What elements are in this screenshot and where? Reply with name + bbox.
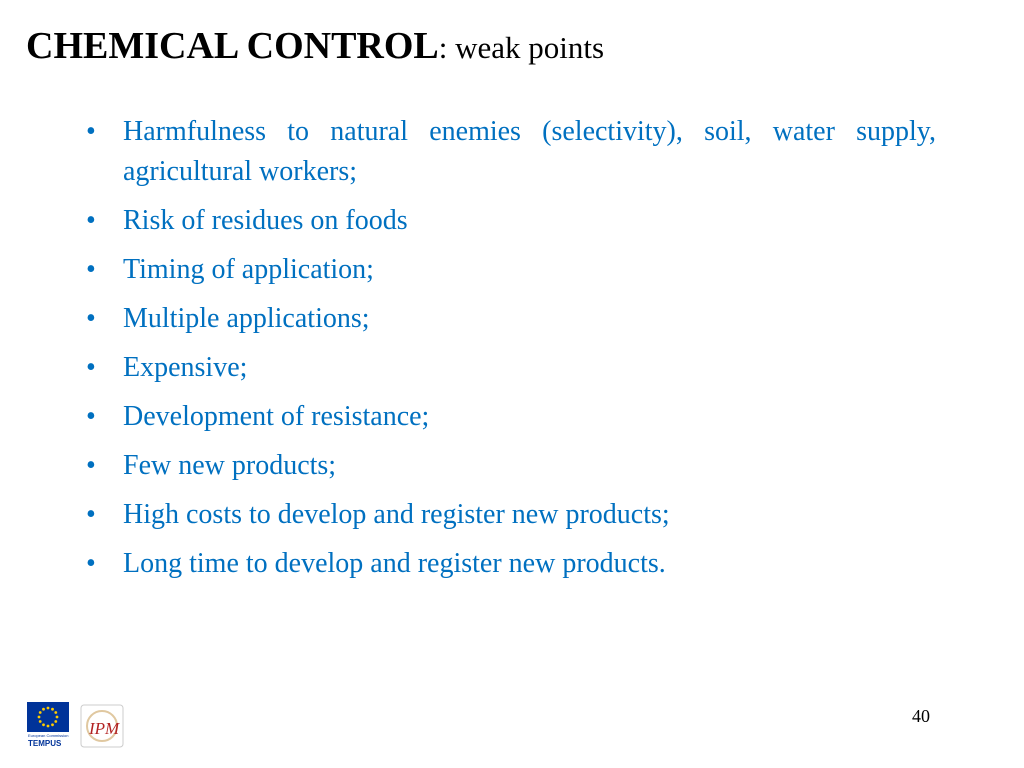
bullet-item xyxy=(86,201,936,241)
slide-title-rest: : weak points xyxy=(438,30,605,65)
bullet-marker: • xyxy=(86,450,96,481)
slide-title xyxy=(26,22,604,72)
bullet-marker: • xyxy=(86,401,96,432)
bullet-marker: • xyxy=(86,499,96,530)
bullet-text: Development of resistance; xyxy=(123,401,430,432)
bullet-text: Timing of application; xyxy=(123,254,374,285)
bullet-marker: • xyxy=(86,548,96,579)
bullet-item xyxy=(86,348,936,388)
bullet-item xyxy=(86,112,936,192)
bullet-item xyxy=(86,446,936,486)
bullet-text: Long time to develop and register new products. xyxy=(123,548,666,579)
bullet-text: Harmfulness to natural enemies (selectivity), soil, water supply, agricultural workers; xyxy=(123,116,936,187)
bullet-item xyxy=(86,299,936,339)
eu-logo-text: TEMPUS xyxy=(28,739,62,748)
bullet-text: Expensive; xyxy=(123,352,248,383)
bullet-item xyxy=(86,495,936,535)
bullet-list xyxy=(86,112,936,593)
bullet-marker: • xyxy=(86,303,96,334)
slide-title-bold: CHEMICAL CONTROL xyxy=(26,25,439,67)
bullet-item xyxy=(86,250,936,290)
ipm-logo-text: IPM xyxy=(89,719,120,738)
bullet-text: Few new products; xyxy=(123,450,337,481)
page-number: 40 xyxy=(912,706,930,726)
bullet-text: High costs to develop and register new products; xyxy=(123,499,670,530)
bullet-marker: • xyxy=(86,116,96,147)
eu-logo-caption: European Commission xyxy=(28,733,69,738)
bullet-item xyxy=(86,397,936,437)
ipm-logo xyxy=(80,704,124,748)
bullet-text: Risk of residues on foods xyxy=(123,205,408,236)
bullet-marker: • xyxy=(86,352,96,383)
eu-tempus-logo xyxy=(27,702,69,748)
bullet-item xyxy=(86,544,936,584)
bullet-marker: • xyxy=(86,205,96,236)
eu-flag-background xyxy=(27,702,69,732)
bullet-marker: • xyxy=(86,254,96,285)
bullet-text: Multiple applications; xyxy=(123,303,370,334)
